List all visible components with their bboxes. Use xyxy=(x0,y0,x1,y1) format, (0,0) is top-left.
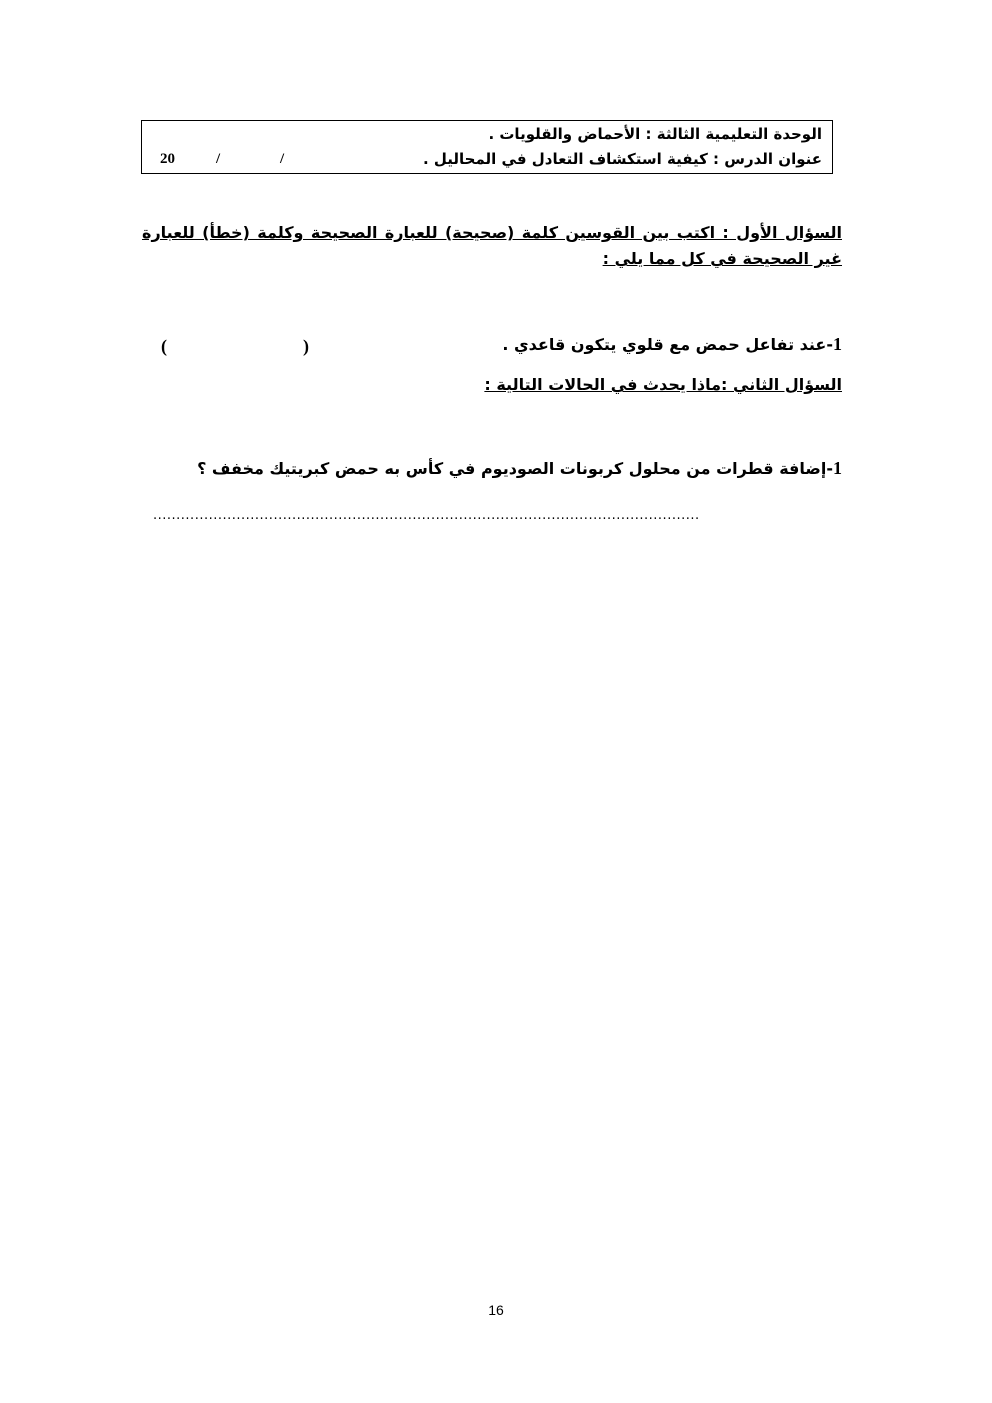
question-1-title: السؤال الأول : اكتب بين القوسين كلمة (صحيحة) للعبارة الصحيحة وكلمة (خطأ) للعبارة غير الصحيحة في كل مما يلي : xyxy=(142,223,842,268)
answer-paren-open: ( xyxy=(303,336,309,356)
date-field[interactable] xyxy=(158,151,418,171)
page-number: 16 xyxy=(488,1302,504,1318)
answer-line[interactable]: ...................................................................................................................... xyxy=(153,508,700,523)
answer-paren-close: ) xyxy=(161,336,167,356)
question-2-title: السؤال الثاني :ماذا يحدث في الحالات التالية : xyxy=(484,375,842,394)
date-year: 20 xyxy=(160,151,175,167)
item-number: 1 xyxy=(833,458,842,478)
item-text: -إضافة قطرات من محلول كربونات الصوديوم في كأس به حمض كبريتيك مخفف ؟ xyxy=(197,459,833,478)
item-text: -عند تفاعل حمض مع قلوي يتكون قاعدي . xyxy=(502,335,833,354)
question-2-item-1 xyxy=(197,458,842,479)
item-number: 1 xyxy=(833,334,842,354)
question-1-item-1 xyxy=(502,334,842,355)
date-slash: / xyxy=(280,151,285,167)
date-slash: / xyxy=(216,151,221,167)
lesson-title: عنوان الدرس : كيفية استكشاف التعادل في المحاليل . xyxy=(422,150,822,168)
unit-title: الوحدة التعليمية الثالثة : الأحماض والقلويات . xyxy=(488,125,822,143)
lesson-header-box xyxy=(141,120,833,174)
